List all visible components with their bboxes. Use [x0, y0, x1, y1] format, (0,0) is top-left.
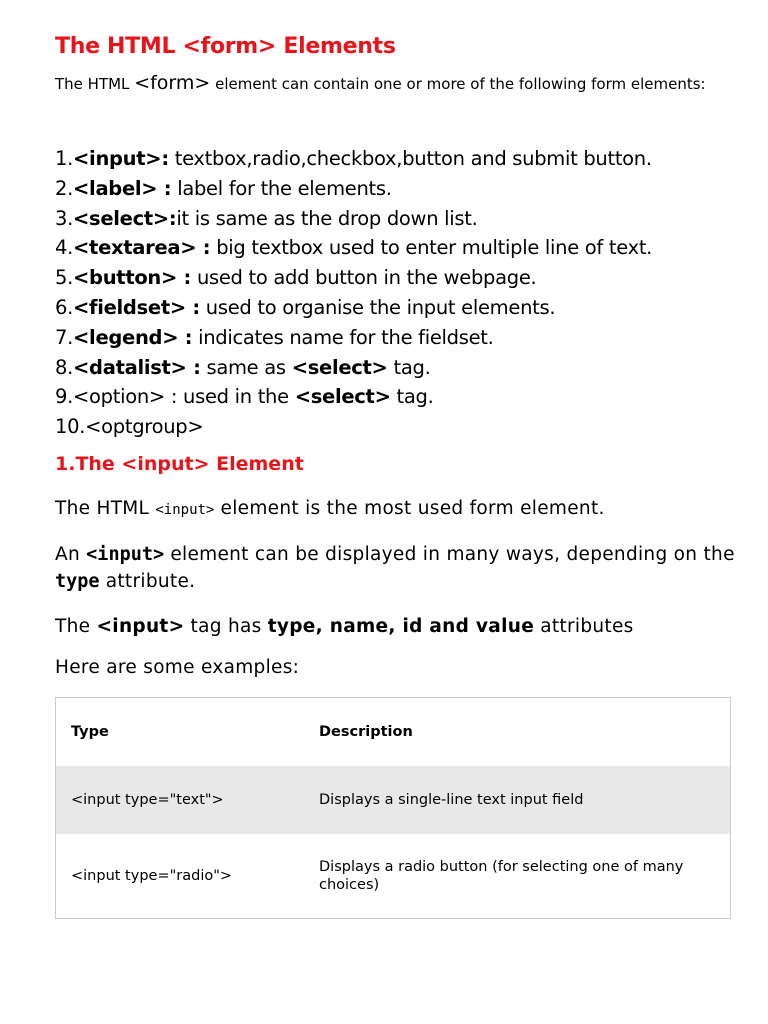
cell-description: Displays a radio button (for selecting one of many choices): [319, 859, 684, 893]
list-item: 4.<textarea> : big textbox used to enter multiple line of text.: [55, 236, 653, 260]
header-type: Type: [71, 724, 109, 740]
list-item: 6.<fieldset> : used to organise the input elements.: [55, 295, 556, 319]
list-item: 8.<datalist> : same as <select> tag.: [55, 355, 431, 379]
list-item: 3.<select>:it is same as the drop down list.: [55, 206, 478, 230]
input-section-heading: 1.The <input> Element: [55, 453, 304, 475]
intro-paragraph: [55, 70, 735, 97]
intro-form-tag: <form>: [134, 72, 211, 94]
cell-description: Displays a single-line text input field: [304, 766, 730, 834]
form-elements-list: [55, 144, 745, 442]
intro-prefix: The HTML: [55, 75, 135, 93]
list-item: 2.<label> : label for the elements.: [55, 176, 392, 200]
list-item: 1.<input>: textbox,radio,checkbox,button and submit button.: [55, 147, 652, 170]
cell-type: <input type="text">: [56, 766, 304, 834]
header-description: Description: [319, 724, 413, 740]
input-paragraph-1: The HTML <input> element is the most used form element.: [55, 498, 605, 519]
page-title: The HTML <form> Elements: [55, 34, 396, 59]
input-paragraph-3: The <input> tag has type, name, id and value attributes: [55, 616, 634, 637]
cell-type: <input type="radio">: [71, 868, 233, 884]
intro-suffix: element can contain one or more of the following form elements:: [210, 75, 706, 93]
list-item: 5.<button> : used to add button in the webpage.: [55, 266, 537, 290]
list-item: 9.<option> : used in the <select> tag.: [55, 385, 434, 409]
examples-table: [55, 697, 731, 919]
table-row: [56, 766, 730, 834]
list-item: 7.<legend> : indicates name for the fieldset.: [55, 325, 494, 349]
list-item: 10.<optgroup>: [55, 415, 204, 439]
input-paragraph-2: An <input> element can be displayed in many ways, depending on the type attribute.: [55, 544, 735, 592]
examples-intro: Here are some examples:: [55, 657, 300, 678]
table-row: [56, 834, 730, 918]
